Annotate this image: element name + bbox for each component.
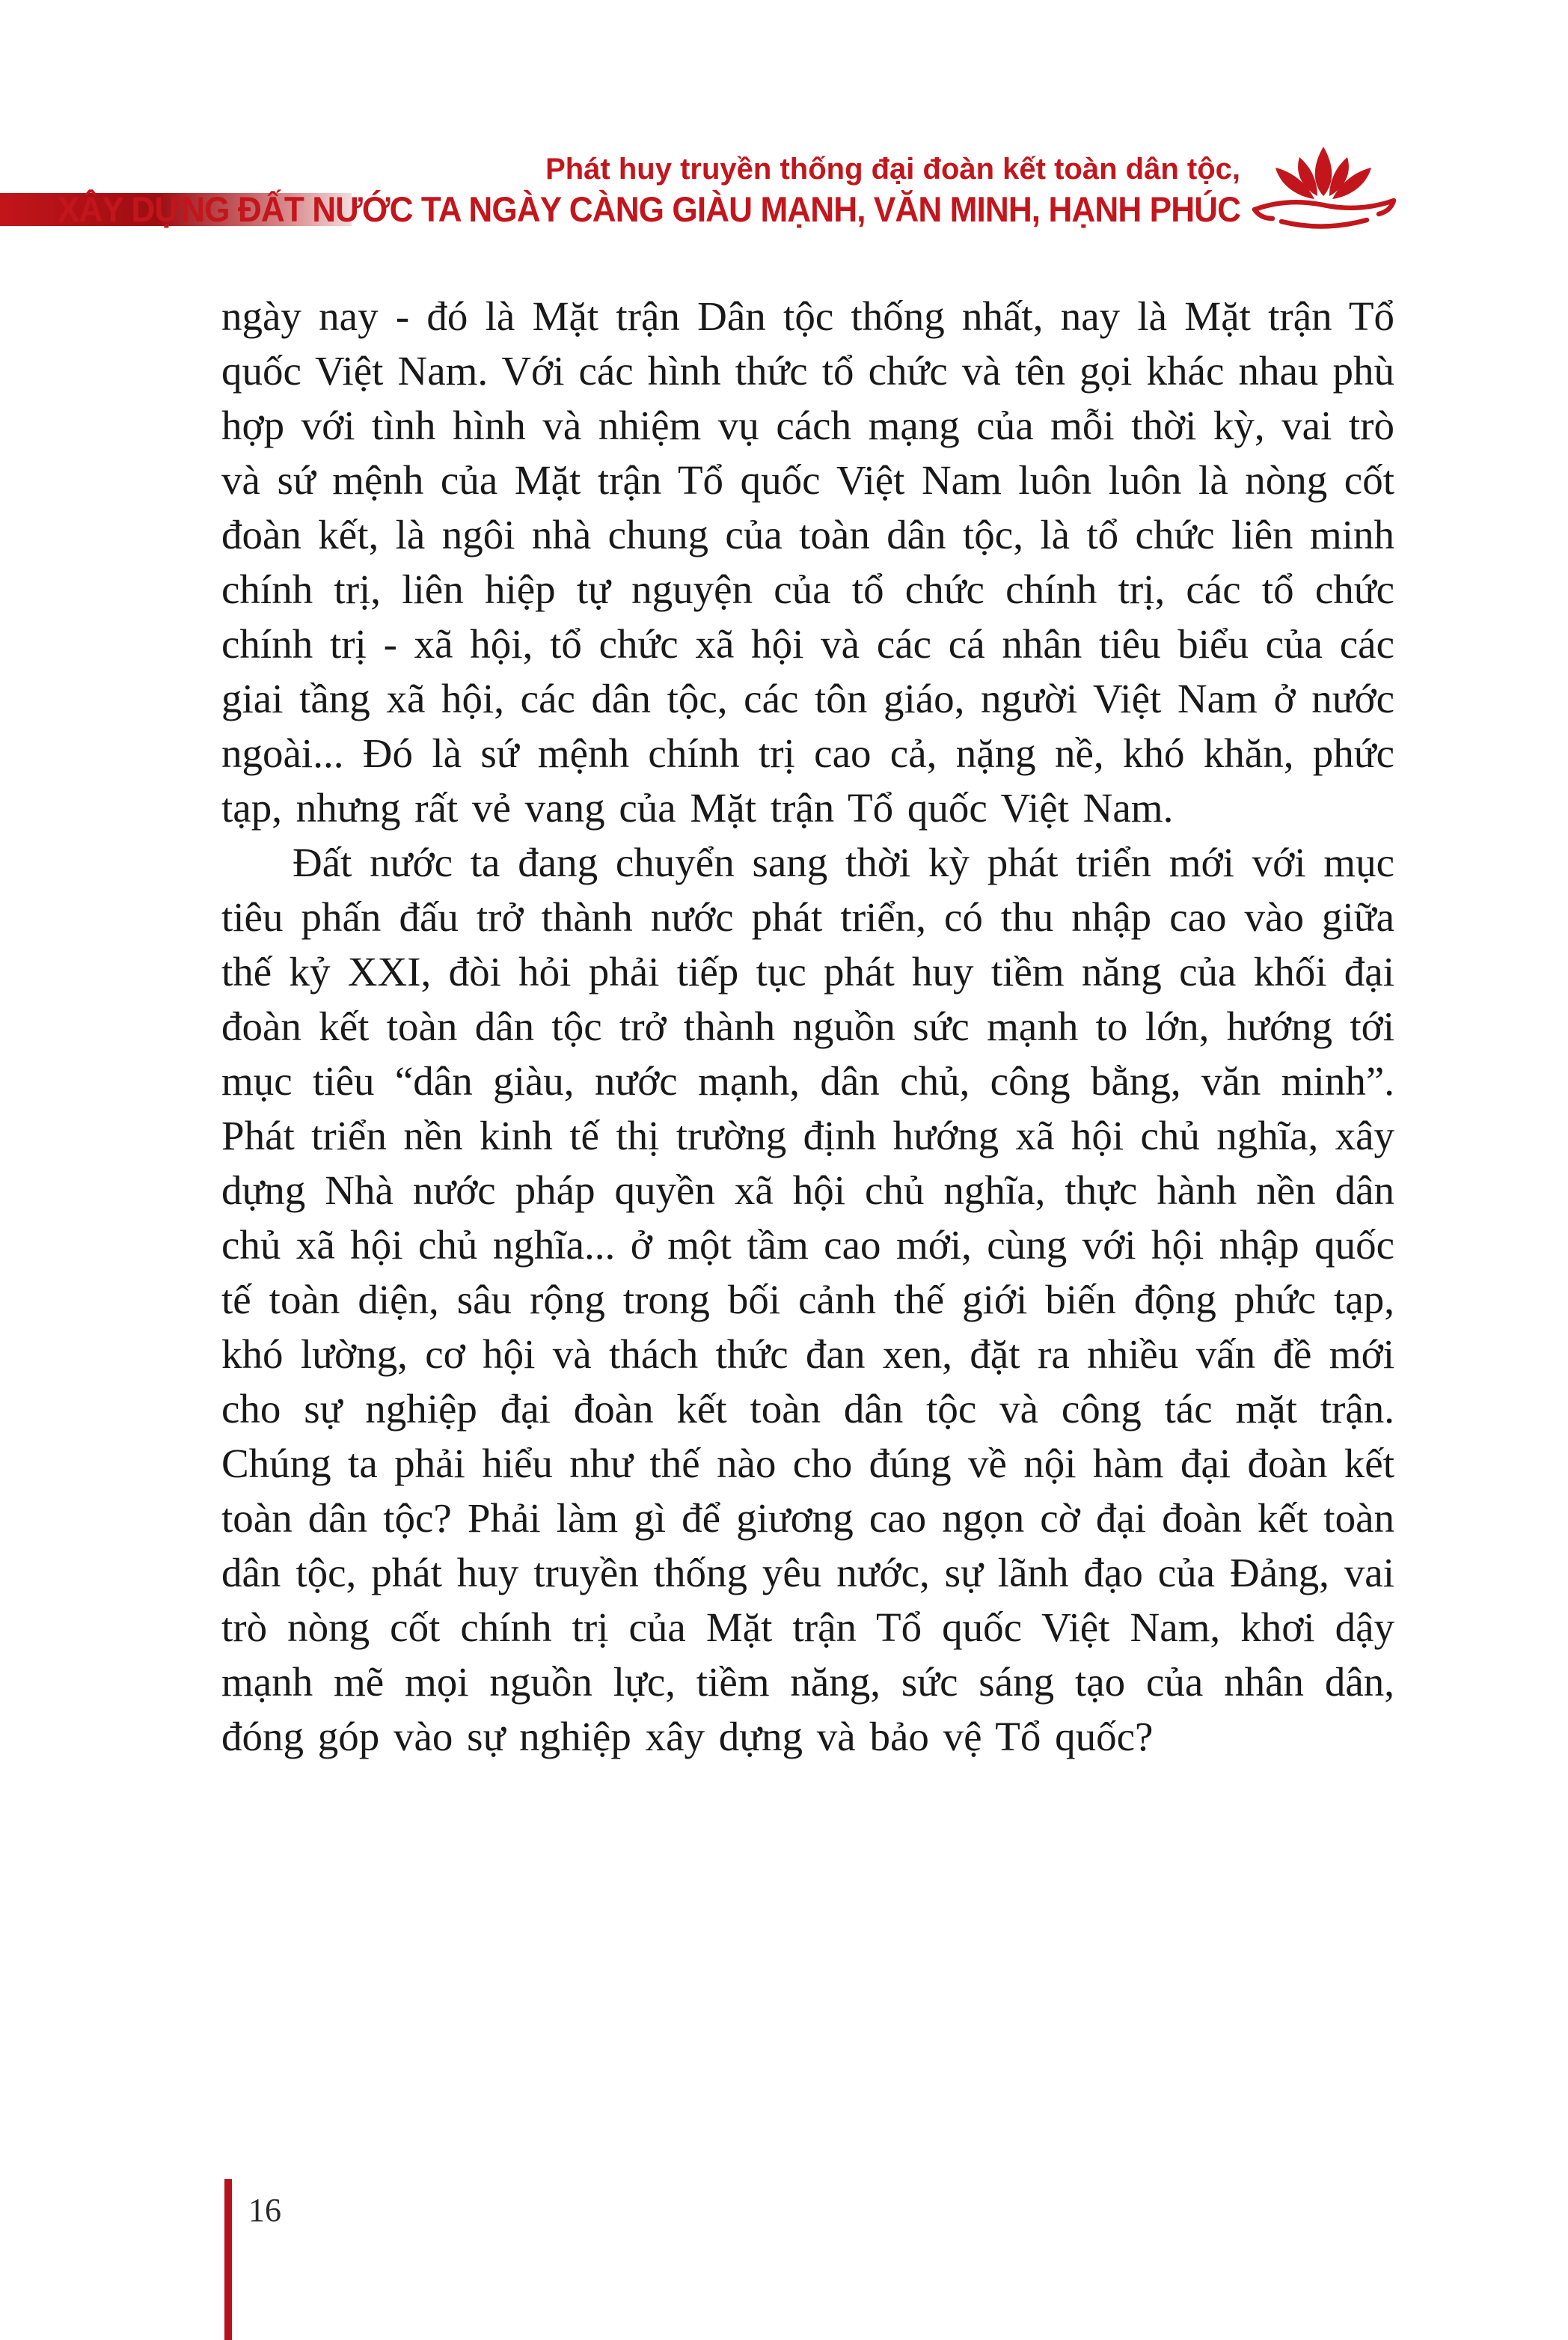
page-number: 16 bbox=[248, 2192, 281, 2229]
running-head-line1: Phát huy truyền thống đại đoàn kết toàn dân tộc, bbox=[545, 153, 1240, 186]
paragraph-2: Đất nước ta đang chuyển sang thời kỳ phát triển mới với mục tiêu phấn đấu trở thành nước phát triển, có thu nhập cao vào giữa thế kỷ XXI, đòi hỏi phải tiếp tục phát huy tiềm năng của khối đại đoàn kết toàn dân tộc trở thành nguồn sức mạnh to lớn, hướng tới mục tiêu “dân giàu, nước mạnh, dân chủ, công bằng, văn minh”. Phát triển nền kinh tế thị trường định hướng xã hội chủ nghĩa, xây dựng Nhà nước pháp quyền xã hội chủ nghĩa, thực hành nền dân chủ xã hội chủ nghĩa... ở một tầm cao mới, cùng với hội nhập quốc tế toàn diện, sâu rộng trong bối cảnh thế giới biến động phức tạp, khó lường, cơ hội và thách thức đan xen, đặt ra nhiều vấn đề mới cho sự nghiệp đại đoàn kết toàn dân tộc và công tác mặt trận. Chúng ta phải hiểu như thế nào cho đúng về nội hàm đại đoàn kết toàn dân tộc? Phải làm gì để giương cao ngọn cờ đại đoàn kết toàn dân tộc, phát huy truyền thống yêu nước, sự lãnh đạo của Đảng, vai trò nòng cốt chính trị của Mặt trận Tổ quốc Việt Nam, khơi dậy mạnh mẽ mọi nguồn lực, tiềm năng, sức sáng tạo của nhân dân, đóng góp vào sự nghiệp xây dựng và bảo vệ Tổ quốc? bbox=[221, 840, 1394, 1759]
body-text bbox=[221, 289, 1394, 1764]
running-head-line2: XÂY DỰNG ĐẤT NƯỚC TA NGÀY CÀNG GIÀU MẠNH, VĂN MINH, HẠNH PHÚC bbox=[57, 189, 1240, 229]
running-head bbox=[0, 150, 1240, 230]
lotus-icon bbox=[1246, 141, 1403, 238]
footer-accent-bar bbox=[224, 2179, 232, 2340]
paragraph-1: ngày nay - đó là Mặt trận Dân tộc thống nhất, nay là Mặt trận Tổ quốc Việt Nam. Với các hình thức tổ chức và tên gọi khác nhau phù hợp với tình hình và nhiệm vụ cách mạng của mỗi thời kỳ, vai trò và sứ mệnh của Mặt trận Tổ quốc Việt Nam luôn luôn là nòng cốt đoàn kết, là ngôi nhà chung của toàn dân tộc, là tổ chức liên minh chính trị, liên hiệp tự nguyện của tổ chức chính trị, các tổ chức chính trị - xã hội, tổ chức xã hội và các cá nhân tiêu biểu của các giai tầng xã hội, các dân tộc, các tôn giáo, người Việt Nam ở nước ngoài... Đó là sứ mệnh chính trị cao cả, nặng nề, khó khăn, phức tạp, nhưng rất vẻ vang của Mặt trận Tổ quốc Việt Nam. bbox=[221, 293, 1394, 831]
